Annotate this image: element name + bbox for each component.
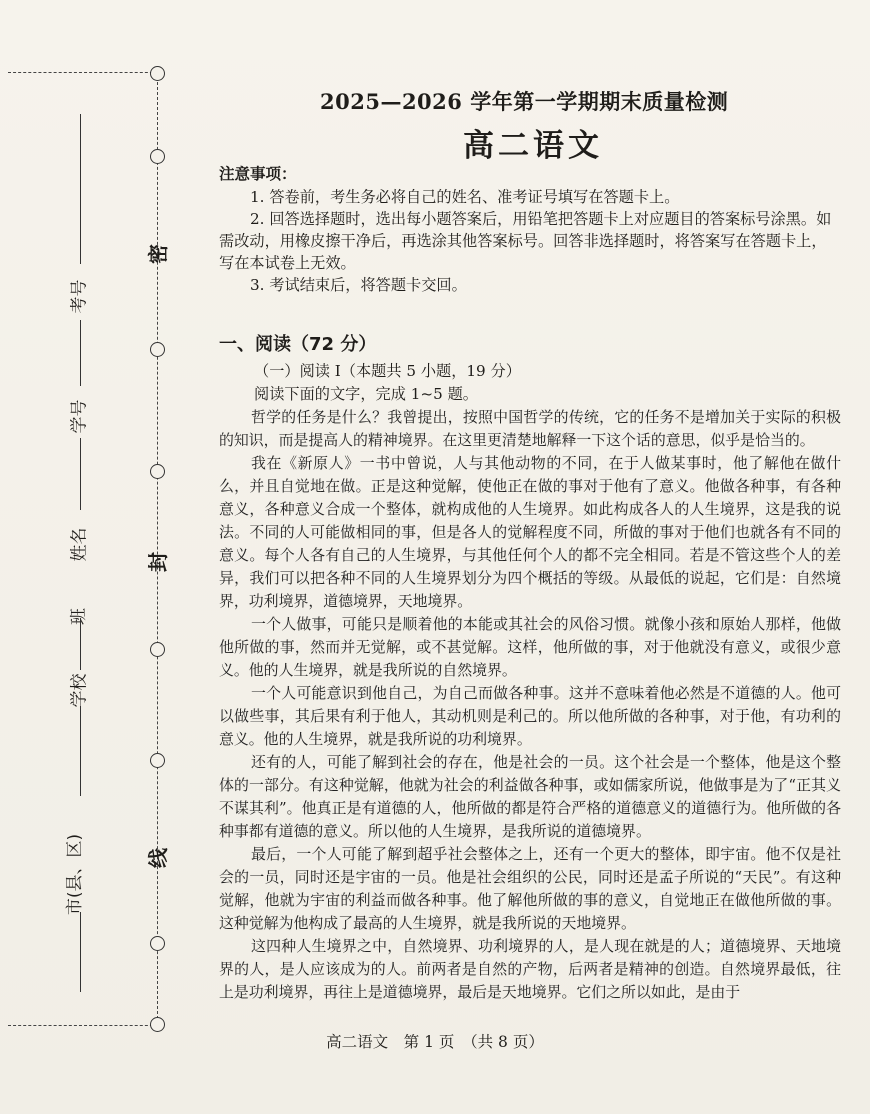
field-blank-line — [80, 438, 81, 510]
field-label-class: 班 — [69, 608, 89, 625]
binding-hole — [150, 464, 165, 479]
seal-mark: 线 — [146, 848, 170, 868]
subsection-title: （一）阅读 I（本题共 5 小题，19 分） — [254, 362, 521, 380]
passage-paragraph: 一个人做事，可能只是顺着他的本能或其社会的风俗习惯。就像小孩和原始人那样，他做他所做的事，然而并无觉解，或不甚觉解。这样，他所做的事，对于他就没有意义，或很少意义。他的人生境界，就是我所说的自然境界。 — [219, 615, 841, 679]
field-label-school: 学校 — [69, 673, 90, 708]
field-blank-line — [80, 618, 81, 670]
binding-hole — [150, 149, 165, 164]
field-blank-line — [80, 114, 81, 264]
notice-item: 3. 考试结束后，将答题卡交回。 — [250, 276, 467, 294]
binding-hole — [150, 342, 165, 357]
cut-line — [157, 72, 158, 1024]
notice-list — [219, 186, 841, 296]
passage-paragraph: 还有的人，可能了解到社会的存在，他是社会的一员。这个社会是一个整体，他是这个整体的一部分。有这种觉解，他就为社会的利益做各种事，或如儒家所说，他做事是为了“正其义不谋其利”。他真正是有道德的人，他所做的都是符合严格的道德意义的道德行为。他所做的各种事都有道德的意义。所以他的人生境界，是我所说的道德境界。 — [219, 753, 841, 840]
passage-paragraph: 哲学的任务是什么？我曾提出，按照中国哲学的传统，它的任务不是增加关于实际的积极的知识，而是提高人的精神境界。在这里更清楚地解释一下这个话的意思，似乎是恰当的。 — [219, 408, 841, 449]
field-blank-line — [80, 706, 81, 796]
subject-title: 高二语文 — [463, 128, 603, 164]
passage-paragraph: 我在《新原人》一书中曾说，人与其他动物的不同，在于人做某事时，他了解他在做什么，并且自觉地在做。正是这种觉解，使他正在做的事对于他有了意义。他做各种事，有各种意义，各种意义合成一个整体，就构成他的人生境界。如此构成各人的人生境界，这是我的说法。不同的人可能做相同的事，但是各人的觉解程度不同，所做的事对于他们也就各有不同的意义。每个人各有自己的人生境界，与其他任何个人的都不完全相同。若是不管这些个人的差异，我们可以把各种不同的人生境界划分为四个概括的等级。从最低的说起，它们是：自然境界，功利境界，道德境界，天地境界。 — [219, 454, 841, 610]
binding-hole — [150, 936, 165, 951]
section-title: 一、阅读（72 分） — [219, 334, 377, 355]
field-label-name: 姓名 — [69, 527, 90, 562]
binding-hole — [150, 753, 165, 768]
field-blank-line — [80, 912, 81, 992]
seal-mark: 密 — [146, 244, 170, 264]
passage-paragraph: 这四种人生境界之中，自然境界、功利境界的人，是人现在就是的人；道德境界、天地境界的人，是人应该成为的人。前两者是自然的产物，后两者是精神的创造。自然境界最低，往上是功利境界，再往上是道德境界，最后是天地境界。它们之所以如此，是由于 — [219, 937, 841, 1001]
field-blank-line — [80, 320, 81, 386]
exam-title: 2025—2026 学年第一学期期末质量检测 — [320, 89, 729, 114]
page-footer: 高二语文 第 1 页 （共 8 页） — [326, 1033, 544, 1051]
field-label-city-county: 市(县、区) — [65, 833, 86, 916]
passage-paragraph: 最后，一个人可能了解到超乎社会整体之上，还有一个更大的整体，即宇宙。他不仅是社会的一员，同时还是宇宙的一员。他是社会组织的公民，同时还是孟子所说的“天民”。有这种觉解，他就为宇宙的利益而做各种事。他了解他所做的事的意义，自觉地正在做他所做的事。这种觉解为他构成了最高的人生境界，就是我所说的天地境界。 — [219, 845, 841, 932]
reading-passage — [219, 406, 841, 1004]
reading-instruction: 阅读下面的文字，完成 1~5 题。 — [254, 385, 478, 403]
notice-item: 1. 答卷前，考生务必将自己的姓名、准考证号填写在答题卡上。 — [250, 188, 680, 206]
binding-hole — [150, 642, 165, 657]
passage-paragraph: 一个人可能意识到他自己，为自己而做各种事。这并不意味着他必然是不道德的人。他可以做些事，其后果有利于他人，其动机则是利己的。所以他所做的各种事，对于他，有功利的意义。他的人生境界，就是我所说的功利境界。 — [219, 684, 841, 748]
field-label-exam-number: 考号 — [69, 279, 90, 314]
notice-title: 注意事项： — [219, 165, 297, 183]
notice-item: 2. 回答选择题时，选出每小题答案后，用铅笔把答题卡上对应题目的答案标号涂黑。如需改动，用橡皮擦干净后，再选涂其他答案标号。回答非选择题时，将答案写在答题卡上，写在本试卷上无效。 — [219, 210, 832, 272]
field-label-student-number: 学号 — [69, 399, 90, 434]
binding-hole — [150, 66, 165, 81]
seal-mark: 封 — [146, 552, 170, 572]
